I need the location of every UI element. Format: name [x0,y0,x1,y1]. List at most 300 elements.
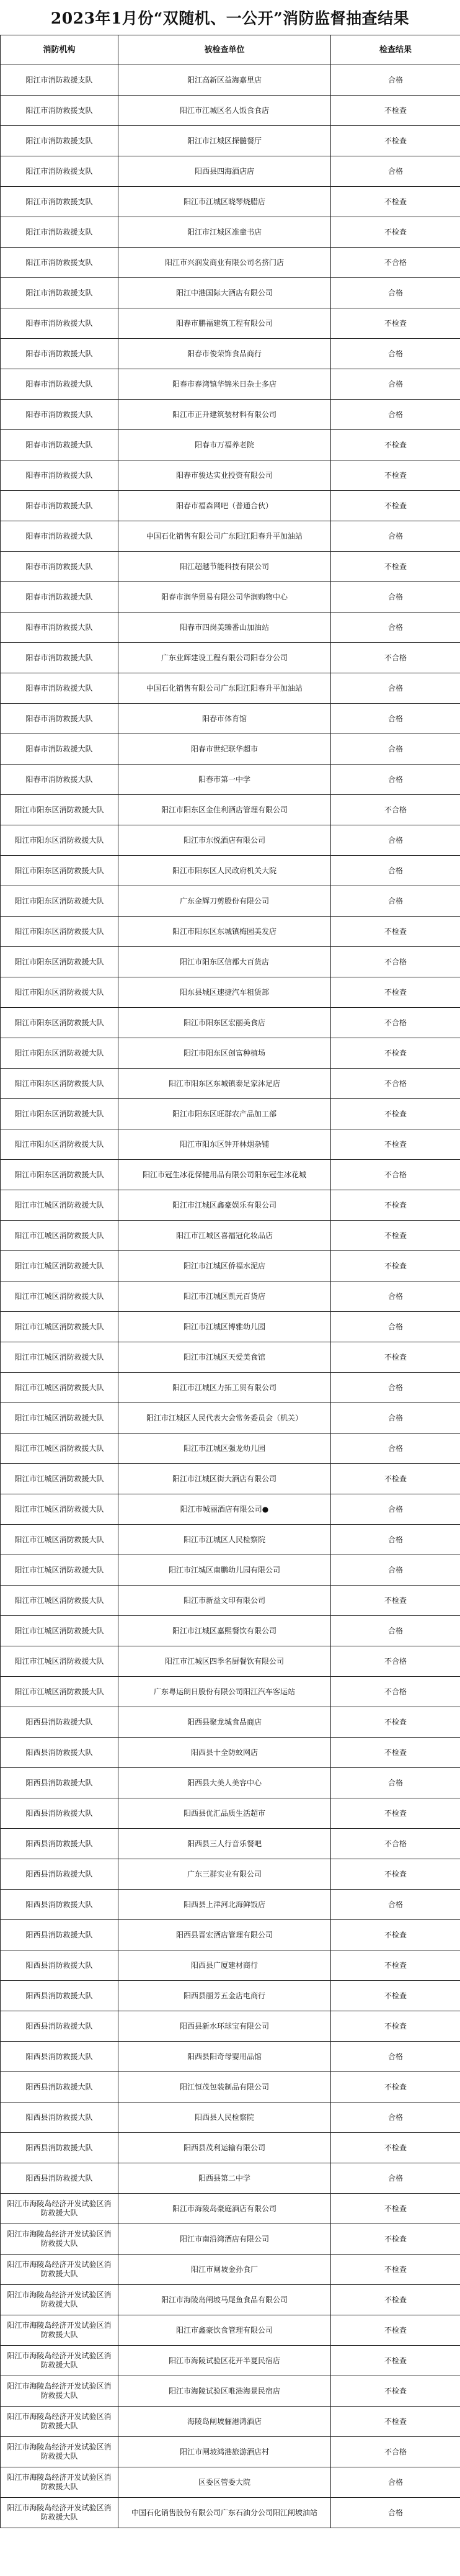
cell-unit: 阳春市骏达实业投资有限公司 [118,460,331,491]
table-row [1,1403,460,1434]
cell-agency: 阳西县消防救援大队 [1,1798,118,1829]
table-row [1,126,460,156]
cell-agency: 阳西县消防救援大队 [1,1829,118,1859]
cell-agency: 阳江市海陵岛经济开发试验区消防救援大队 [1,2376,118,2407]
cell-agency: 阳春市消防救援大队 [1,582,118,613]
cell-result: 合格 [331,1768,460,1798]
cell-unit: 阳东县城区速捷汽车租赁部 [118,977,331,1008]
cell-unit: 阳江市东悦酒店有限公司 [118,825,331,856]
cell-unit: 阳江市新益文印有限公司 [118,1586,331,1616]
cell-agency: 阳江市海陵岛经济开发试验区消防救援大队 [1,2407,118,2437]
cell-agency: 阳江市阳东区消防救援大队 [1,886,118,917]
cell-unit: 阳江市阳东区金佳利酒店管理有限公司 [118,795,331,825]
cell-agency: 阳西县消防救援大队 [1,1707,118,1738]
cell-unit: 阳江市阳东区宏丽美食店 [118,1008,331,1038]
cell-result: 合格 [331,825,460,856]
cell-result: 不检查 [331,1950,460,1981]
table-row [1,1008,460,1038]
cell-agency: 阳江市江城区消防救援大队 [1,1555,118,1586]
cell-result: 不合格 [331,2437,460,2467]
table-row [1,1038,460,1069]
table-row [1,856,460,886]
cell-result: 合格 [331,278,460,308]
table-row [1,552,460,582]
cell-unit: 阳春市第一中学 [118,765,331,795]
cell-result: 不检查 [331,2194,460,2224]
cell-unit: 阳江恒茂包装制品有限公司 [118,2072,331,2103]
cell-result: 合格 [331,1434,460,1464]
table-row [1,1069,460,1099]
table-row [1,339,460,369]
cell-result: 不合格 [331,795,460,825]
cell-result: 不检查 [331,2255,460,2285]
cell-agency: 阳江市江城区消防救援大队 [1,1312,118,1342]
cell-result: 合格 [331,369,460,400]
cell-result: 合格 [331,1555,460,1586]
table-row [1,1798,460,1829]
cell-agency: 阳春市消防救援大队 [1,613,118,643]
table-row [1,2194,460,2224]
cell-agency: 阳江市海陵岛经济开发试验区消防救援大队 [1,2224,118,2255]
cell-agency: 阳春市消防救援大队 [1,339,118,369]
cell-agency: 阳江市阳东区消防救援大队 [1,1069,118,1099]
table-row [1,704,460,734]
cell-result: 合格 [331,734,460,765]
cell-unit: 中国石化销售有限公司广东阳江阳春升平加油站 [118,521,331,552]
cell-result: 不检查 [331,1920,460,1950]
cell-agency: 阳春市消防救援大队 [1,460,118,491]
cell-result: 合格 [331,1281,460,1312]
cell-result: 合格 [331,339,460,369]
cell-result: 不检查 [331,2346,460,2376]
table-row [1,187,460,217]
cell-unit: 阳春市春湾镇华锦米日杂士多店 [118,369,331,400]
cell-result: 不合格 [331,1829,460,1859]
cell-result: 不检查 [331,187,460,217]
cell-agency: 阳西县消防救援大队 [1,2163,118,2194]
cell-unit: 阳西县阳奇母婴用品馆 [118,2042,331,2072]
table-row [1,1190,460,1221]
cell-agency: 阳西县消防救援大队 [1,1738,118,1768]
cell-unit: 阳江市阳东区旺群农产品加工部 [118,1099,331,1129]
cell-agency: 阳江市江城区消防救援大队 [1,1221,118,1251]
cell-result: 不检查 [331,217,460,248]
table-row [1,886,460,917]
table-row [1,2498,460,2528]
cell-result: 合格 [331,886,460,917]
cell-result: 合格 [331,156,460,187]
table-row [1,491,460,521]
cell-agency: 阳江市消防救援支队 [1,278,118,308]
cell-unit: 阳江市闸坡金孙食厂 [118,2255,331,2285]
table-row [1,1129,460,1160]
cell-agency: 阳江市海陵岛经济开发试验区消防救援大队 [1,2315,118,2346]
cell-result: 不检查 [331,430,460,460]
cell-result: 合格 [331,521,460,552]
cell-result: 不合格 [331,248,460,278]
table-row [1,825,460,856]
cell-agency: 阳江市海陵岛经济开发试验区消防救援大队 [1,2285,118,2315]
cell-agency: 阳西县消防救援大队 [1,2042,118,2072]
cell-result: 合格 [331,1373,460,1403]
cell-unit: 阳西县广厦建材商行 [118,1950,331,1981]
cell-unit: 阳西县茂利运输有限公司 [118,2133,331,2163]
cell-agency: 阳江市江城区消防救援大队 [1,1525,118,1555]
table-row [1,2285,460,2315]
cell-unit: 阳春市万福养老院 [118,430,331,460]
table-row [1,369,460,400]
table-row [1,1221,460,1251]
table-row [1,400,460,430]
cell-result: 不检查 [331,1981,460,2011]
cell-agency: 阳春市消防救援大队 [1,521,118,552]
cell-unit: 阳江超越节能科技有限公司 [118,552,331,582]
cell-result: 合格 [331,1312,460,1342]
cell-agency: 阳江市海陵岛经济开发试验区消防救援大队 [1,2255,118,2285]
cell-agency: 阳江市江城区消防救援大队 [1,1251,118,1281]
cell-result: 合格 [331,582,460,613]
cell-unit: 阳江市闸坡鸿港旅游酒店村 [118,2437,331,2467]
cell-result: 合格 [331,1494,460,1525]
cell-unit: 阳江市江城区南鹏幼儿园有限公司 [118,1555,331,1586]
cell-agency: 阳春市消防救援大队 [1,734,118,765]
cell-unit: 阳春市润华贸易有限公司华润购物中心 [118,582,331,613]
cell-unit: 阳江市海陵试验区花开半夏民宿店 [118,2346,331,2376]
cell-unit: 阳江市江城区喜福冠化妆品店 [118,1221,331,1251]
cell-unit: 阳江市阳东区钟开林烟杂铺 [118,1129,331,1160]
table-row [1,2042,460,2072]
table-row [1,2133,460,2163]
cell-result: 合格 [331,2467,460,2498]
cell-unit: 阳西县大美人美容中心 [118,1768,331,1798]
cell-result: 合格 [331,856,460,886]
cell-result: 合格 [331,765,460,795]
cell-agency: 阳春市消防救援大队 [1,704,118,734]
cell-result: 不检查 [331,2285,460,2315]
cell-agency: 阳江市江城区消防救援大队 [1,1403,118,1434]
cell-result: 不检查 [331,1190,460,1221]
cell-result: 合格 [331,1616,460,1646]
cell-agency: 阳春市消防救援大队 [1,765,118,795]
table-row [1,1099,460,1129]
table-row [1,2011,460,2042]
cell-result: 不检查 [331,2315,460,2346]
cell-agency: 阳江市江城区消防救援大队 [1,1646,118,1677]
cell-result: 合格 [331,613,460,643]
cell-agency: 阳江市消防救援支队 [1,217,118,248]
cell-unit: 阳西县第二中学 [118,2163,331,2194]
cell-unit: 阳江市江城区晓琴烧腊店 [118,187,331,217]
cell-result: 不检查 [331,1586,460,1616]
cell-result: 不合格 [331,1160,460,1190]
table-row [1,1342,460,1373]
cell-agency: 阳江市阳东区消防救援大队 [1,1129,118,1160]
cell-unit: 阳江市江城区强龙幼儿园 [118,1434,331,1464]
cell-result: 合格 [331,2103,460,2133]
table-row [1,2255,460,2285]
cell-unit: 阳江市江城区凯元百货店 [118,1281,331,1312]
cell-result: 不检查 [331,977,460,1008]
cell-agency: 阳春市消防救援大队 [1,308,118,339]
table-row [1,1555,460,1586]
table-row [1,65,460,96]
cell-agency: 阳江市江城区消防救援大队 [1,1464,118,1494]
table-row [1,248,460,278]
cell-unit: 阳江市江城区四季名厨餐饮有限公司 [118,1646,331,1677]
table-row [1,1768,460,1798]
cell-agency: 阳江市海陵岛经济开发试验区消防救援大队 [1,2346,118,2376]
cell-result: 不检查 [331,1099,460,1129]
cell-result: 不检查 [331,1221,460,1251]
table-row [1,1890,460,1920]
cell-unit: 阳江市江城区鑫豪娱乐有限公司 [118,1190,331,1221]
cell-unit: 阳西县四海酒店店 [118,156,331,187]
cell-agency: 阳江市海陵岛经济开发试验区消防救援大队 [1,2194,118,2224]
cell-unit: 阳江市鑫豪饮食管理有限公司 [118,2315,331,2346]
cell-unit: 阳江市江城区名人饭食食店 [118,96,331,126]
cell-result: 不检查 [331,1038,460,1069]
cell-unit: 阳江市阳东区信都大百货店 [118,947,331,977]
cell-result: 不检查 [331,1707,460,1738]
cell-agency: 阳江市江城区消防救援大队 [1,1616,118,1646]
cell-agency: 阳春市消防救援大队 [1,552,118,582]
cell-unit: 阳西县新水环球宝有限公司 [118,2011,331,2042]
cell-unit: 阳西县人民检察院 [118,2103,331,2133]
cell-unit: 阳春市俊荣饰食品商行 [118,339,331,369]
cell-result: 不合格 [331,1069,460,1099]
cell-unit: 阳西县优汇品质生活超市 [118,1798,331,1829]
cell-result: 不检查 [331,96,460,126]
table-row [1,1950,460,1981]
table-row [1,613,460,643]
cell-agency: 阳江市江城区消防救援大队 [1,1586,118,1616]
cell-unit: 阳江市江城区探髓餐厅 [118,126,331,156]
table-row [1,2072,460,2103]
cell-result: 不检查 [331,1464,460,1494]
cell-result: 不检查 [331,2133,460,2163]
table-row [1,947,460,977]
cell-result: 不检查 [331,2011,460,2042]
cell-unit: 阳江市兴润发商业有限公司名挤门店 [118,248,331,278]
cell-result: 不检查 [331,2072,460,2103]
cell-result: 不检查 [331,2376,460,2407]
cell-agency: 阳西县消防救援大队 [1,2072,118,2103]
cell-result: 不检查 [331,1738,460,1768]
cell-agency: 阳西县消防救援大队 [1,1768,118,1798]
cell-agency: 阳西县消防救援大队 [1,1950,118,1981]
cell-result: 合格 [331,704,460,734]
cell-agency: 阳江市消防救援支队 [1,65,118,96]
table-header-row [1,35,460,65]
table-row [1,1494,460,1525]
cell-agency: 阳春市消防救援大队 [1,491,118,521]
cell-agency: 阳春市消防救援大队 [1,400,118,430]
cell-unit: 区委区管委大院 [118,2467,331,2498]
cell-agency: 阳西县消防救援大队 [1,1920,118,1950]
cell-agency: 阳江市江城区消防救援大队 [1,1434,118,1464]
cell-agency: 阳江市消防救援支队 [1,156,118,187]
table-row [1,1525,460,1555]
cell-agency: 阳江市海陵岛经济开发试验区消防救援大队 [1,2437,118,2467]
cell-agency: 阳江市阳东区消防救援大队 [1,1008,118,1038]
table-row [1,1464,460,1494]
cell-agency: 阳江市海陵岛经济开发试验区消防救援大队 [1,2498,118,2528]
cell-unit: 阳江市江城区嘉熙餐饮有限公司 [118,1616,331,1646]
cell-result: 合格 [331,1403,460,1434]
table-row [1,795,460,825]
table-row [1,1312,460,1342]
header-unit: 被检查单位 [118,35,331,65]
cell-result: 不检查 [331,1798,460,1829]
table-row [1,2103,460,2133]
cell-unit: 阳西县十全防蚊网店 [118,1738,331,1768]
cell-unit: 海陵岛闸坡骊港鸿酒店 [118,2407,331,2437]
cell-result: 不检查 [331,460,460,491]
cell-unit: 阳春市四岗美臻番山加油站 [118,613,331,643]
cell-unit: 广东金辉刀剪股份有限公司 [118,886,331,917]
cell-unit: 阳江市江城区天爱美食馆 [118,1342,331,1373]
cell-unit: 阳江市阳东区东城镇梅园美发店 [118,917,331,947]
cell-agency: 阳西县消防救援大队 [1,1859,118,1890]
cell-agency: 阳春市消防救援大队 [1,430,118,460]
cell-unit: 中国石化销售有限公司广东阳江阳春升平加油站 [118,673,331,704]
cell-result: 不检查 [331,1251,460,1281]
cell-agency: 阳西县消防救援大队 [1,2133,118,2163]
table-row [1,1281,460,1312]
cell-unit: 阳江市阳东区人民政府机关大院 [118,856,331,886]
cell-result: 合格 [331,2498,460,2528]
table-row [1,217,460,248]
cell-result: 不合格 [331,1677,460,1707]
inspection-table [0,35,460,2528]
table-row [1,977,460,1008]
cell-agency: 阳江市江城区消防救援大队 [1,1281,118,1312]
cell-result: 合格 [331,65,460,96]
table-row [1,430,460,460]
cell-result: 不检查 [331,126,460,156]
cell-agency: 阳江市江城区消防救援大队 [1,1342,118,1373]
table-row [1,1616,460,1646]
table-row [1,1920,460,1950]
cell-result: 不检查 [331,1342,460,1373]
cell-agency: 阳江市江城区消防救援大队 [1,1677,118,1707]
cell-unit: 阳江市海陵岛闸坡马尾鱼食品有限公司 [118,2285,331,2315]
cell-unit: 中国石化销售股份有限公司广东石油分公司阳江闸坡油站 [118,2498,331,2528]
table-row [1,1677,460,1707]
cell-agency: 阳江市阳东区消防救援大队 [1,917,118,947]
cell-unit: 阳江市海陵试验区唯港海景民宿店 [118,2376,331,2407]
cell-result: 不检查 [331,1129,460,1160]
table-row [1,765,460,795]
header-agency: 消防机构 [1,35,118,65]
cell-unit: 阳江市冠生冰花保健用品有限公司阳东冠生冰花城 [118,1160,331,1190]
table-row [1,2315,460,2346]
cell-unit: 阳江市江城区力拓工贸有限公司 [118,1373,331,1403]
cell-unit: 阳江市阳东区东城镇泰足家沐足店 [118,1069,331,1099]
cell-agency: 阳春市消防救援大队 [1,643,118,673]
table-row [1,1981,460,2011]
cell-unit: 阳春市世纪联华超市 [118,734,331,765]
table-row [1,96,460,126]
cell-result: 合格 [331,2163,460,2194]
table-row [1,1646,460,1677]
table-row [1,2407,460,2437]
table-row [1,2467,460,2498]
table-row [1,673,460,704]
table-row [1,1373,460,1403]
cell-unit: 广东粤运朗日股份有限公司阳江汽车客运站 [118,1677,331,1707]
table-row [1,308,460,339]
cell-unit: 阳江市海陵岛豪庭酒店有限公司 [118,2194,331,2224]
table-row [1,1707,460,1738]
cell-agency: 阳江市江城区消防救援大队 [1,1494,118,1525]
cell-unit: 广东业辉建设工程有限公司阳春分公司 [118,643,331,673]
cell-unit: 阳江高新区益海嘉里店 [118,65,331,96]
cell-agency: 阳江市海陵岛经济开发试验区消防救援大队 [1,2467,118,2498]
cell-unit: 阳江市江城区侨福水泥店 [118,1251,331,1281]
cell-unit: 阳江市江城区街大酒店有限公司 [118,1464,331,1494]
cell-result: 不检查 [331,1859,460,1890]
cell-agency: 阳春市消防救援大队 [1,673,118,704]
cell-result: 合格 [331,1525,460,1555]
cell-agency: 阳江市阳东区消防救援大队 [1,825,118,856]
cell-result: 不合格 [331,1008,460,1038]
cell-result: 合格 [331,673,460,704]
cell-result: 不合格 [331,643,460,673]
cell-unit: 阳西县丽芳五金店电商行 [118,1981,331,2011]
table-row [1,521,460,552]
table-row [1,156,460,187]
cell-result: 合格 [331,1890,460,1920]
cell-result: 合格 [331,400,460,430]
cell-result: 不检查 [331,491,460,521]
table-row [1,2163,460,2194]
page-title: 2023年1月份“双随机、一公开”消防监督抽查结果 [50,9,410,27]
cell-agency: 阳春市消防救援大队 [1,369,118,400]
cell-unit: 阳江市南沿湾酒店有限公司 [118,2224,331,2255]
cell-agency: 阳西县消防救援大队 [1,2103,118,2133]
table-row [1,1434,460,1464]
cell-agency: 阳江市江城区消防救援大队 [1,1190,118,1221]
cell-agency: 阳西县消防救援大队 [1,1890,118,1920]
cell-unit: 阳江市城丽酒店有限公司● [118,1494,331,1525]
table-row [1,1160,460,1190]
cell-unit: 阳江市江城区博雅幼儿园 [118,1312,331,1342]
cell-unit: 阳江市江城区人民代表大会常务委员会（机关） [118,1403,331,1434]
table-row [1,1738,460,1768]
cell-result: 不检查 [331,308,460,339]
table-row [1,1829,460,1859]
table-row [1,2224,460,2255]
cell-unit: 阳西县聚龙城食品商店 [118,1707,331,1738]
cell-unit: 阳西县三人行音乐餐吧 [118,1829,331,1859]
table-row [1,2346,460,2376]
table-row [1,2437,460,2467]
table-row [1,1859,460,1890]
cell-agency: 阳江市阳东区消防救援大队 [1,1038,118,1069]
table-row [1,1251,460,1281]
cell-result: 合格 [331,2042,460,2072]
cell-agency: 阳江市阳东区消防救援大队 [1,977,118,1008]
table-row [1,2376,460,2407]
cell-agency: 阳江市消防救援支队 [1,187,118,217]
cell-unit: 阳春市体育馆 [118,704,331,734]
cell-unit: 阳江市阳东区创富种植场 [118,1038,331,1069]
cell-result: 不检查 [331,2224,460,2255]
cell-agency: 阳江市消防救援支队 [1,248,118,278]
table-row [1,1586,460,1616]
cell-agency: 阳江市阳东区消防救援大队 [1,795,118,825]
